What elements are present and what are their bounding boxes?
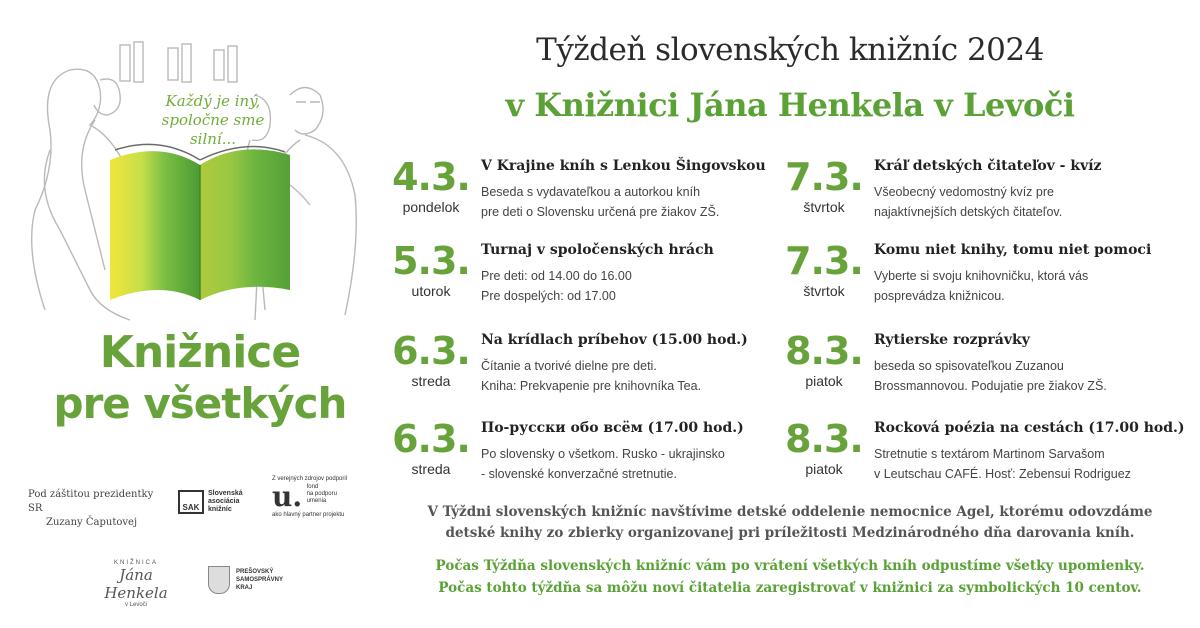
event-description <box>481 182 719 222</box>
event-date <box>784 419 864 477</box>
fpu-text <box>307 484 337 505</box>
info-paragraph <box>400 502 1180 544</box>
event-title: По-русски обо всём (17.00 hod.) <box>481 420 744 436</box>
event-description <box>874 266 1088 306</box>
event-line: pre deti o Slovensku určená pre žiakov ZŠ. <box>481 205 720 219</box>
day-name: štvrtok <box>803 283 845 299</box>
psk-line: SAMOSPRÁVNY <box>236 577 284 583</box>
event-line: Po slovensky o všetkom. Rusko - ukrajinsko <box>481 447 725 461</box>
event-description <box>481 266 632 306</box>
coat-of-arms-icon <box>208 566 230 594</box>
fpu-logo <box>272 476 382 518</box>
event-date <box>391 157 471 215</box>
sak-icon: SAK <box>178 490 204 514</box>
date-number: 6.3. <box>392 329 470 373</box>
date-number: 8.3. <box>785 329 863 373</box>
illustration <box>0 0 400 330</box>
event-line: Vyberte si svoju knihovničku, ktorá vás <box>874 269 1089 283</box>
day-name: utorok <box>411 283 451 299</box>
psk-text <box>236 568 283 592</box>
benefit-line: Počas tohto týždňa sa môžu noví čitatelia zaregistrovať v knižnici za symbolických 10 centov. <box>438 580 1142 596</box>
event-line: Pre deti: od 14.00 do 16.00 <box>481 269 632 283</box>
day-name: štvrtok <box>803 199 845 215</box>
day-name: piatok <box>805 373 843 389</box>
sak-line: Slovenská <box>208 490 243 497</box>
event-line: najaktívnejších detských čitateľov. <box>874 205 1063 219</box>
patronage-text <box>28 488 158 530</box>
event-line: beseda so spisovateľkou Zuzanou <box>874 359 1064 373</box>
page-title: Týždeň slovenských knižníc 2024 <box>536 32 1044 68</box>
event-line: Beseda s vydavateľkou a autorkou kníh <box>481 185 701 199</box>
event-line: posprevádza knižnicou. <box>874 289 1005 303</box>
sak-logo <box>178 490 243 514</box>
slogan-line: silní... <box>189 130 237 148</box>
event-description <box>481 444 725 484</box>
benefits-paragraph <box>400 555 1180 599</box>
info-line: V Týždni slovenských knižníc navštívime detské oddelenie nemocnice Agel, ktorému odovzdáme <box>427 504 1153 520</box>
info-line: detské knihy zo zbierky organizovanej pri príležitosti Medzinárodného dňa darovania kníh. <box>445 525 1135 541</box>
fpu-top-text: Z verejných zdrojov podporil <box>272 476 348 482</box>
day-name: streda <box>411 373 451 389</box>
event-line: Stretnutie s textárom Martinom Sarvašom <box>874 447 1105 461</box>
event-line: v Leutschau CAFÉ. Hosť: Zebensui Rodriguez <box>874 467 1131 481</box>
event-date <box>784 241 864 299</box>
date-number: 7.3. <box>785 239 863 283</box>
poster-title-line2: pre všetkých <box>53 379 347 428</box>
psk-line: KRAJ <box>236 585 253 591</box>
event-line: Brossmannovou. Podujatie pre žiakov ZŠ. <box>874 379 1107 393</box>
sak-line: asociácia <box>208 498 240 505</box>
slogan <box>148 92 278 149</box>
event-title: Na krídlach príbehov (15.00 hod.) <box>481 332 748 348</box>
page-subtitle: v Knižnici Jána Henkela v Levoči <box>505 86 1075 124</box>
library-logo-top: KNIŽNICA <box>113 560 158 566</box>
event-title: Komu niet knihy, tomu niet pomoci <box>874 242 1152 258</box>
event-line: Všeobecný vedomostný kvíz pre <box>874 185 1054 199</box>
event-title: Kráľ detských čitateľov - kvíz <box>874 158 1102 174</box>
sak-line: knižníc <box>208 506 232 513</box>
patron-line: Pod záštitou prezidentky SR <box>28 489 154 514</box>
event-title: Turnaj v spoločenských hrách <box>481 242 714 258</box>
event-description <box>874 444 1131 484</box>
event-title: Rocková poézia na cestách (17.00 hod.) <box>874 420 1185 436</box>
fpu-icon: u. <box>272 480 303 513</box>
date-number: 5.3. <box>392 239 470 283</box>
psk-line: PREŠOVSKÝ <box>236 569 274 575</box>
event-date <box>784 157 864 215</box>
event-description <box>481 356 701 396</box>
event-description <box>874 182 1062 222</box>
event-line: Kniha: Prekvapenie pre knihovníka Tea. <box>481 379 702 393</box>
sak-text <box>208 490 243 514</box>
day-name: piatok <box>805 461 843 477</box>
slogan-line: spoločne sme <box>161 111 265 129</box>
event-description <box>874 356 1107 396</box>
date-number: 4.3. <box>392 155 470 199</box>
date-number: 6.3. <box>392 417 470 461</box>
slogan-line: Každý je iný, <box>165 92 261 110</box>
date-number: 7.3. <box>785 155 863 199</box>
event-date <box>391 419 471 477</box>
library-logo-name: Jána Henkela <box>104 566 168 602</box>
library-logo <box>92 560 180 608</box>
psk-logo <box>208 566 283 594</box>
day-name: streda <box>411 461 451 477</box>
poster-panel <box>0 0 400 628</box>
date-number: 8.3. <box>785 417 863 461</box>
event-line: - slovenské konverzačné stretnutie. <box>481 467 677 481</box>
fpu-bottom-text: ako hlavný partner projektu <box>272 512 345 518</box>
patron-line: Zuzany Čaputovej <box>46 517 138 528</box>
library-logo-bottom: v Levoči <box>124 602 147 608</box>
event-line: Čítanie a tvorivé dielne pre deti. <box>481 359 657 373</box>
fpu-line: na podporu <box>306 491 337 497</box>
event-title: V Krajine kníh s Lenkou Šingovskou <box>481 158 766 174</box>
book-icon <box>110 144 290 300</box>
fpu-line: fond <box>306 484 319 490</box>
event-date <box>784 331 864 389</box>
event-title: Rytierske rozprávky <box>874 332 1030 348</box>
day-name: pondelok <box>402 199 460 215</box>
fpu-line: umenia <box>306 498 327 504</box>
event-date <box>391 331 471 389</box>
poster-title-line1: Knižnice <box>99 327 301 378</box>
event-date <box>391 241 471 299</box>
benefit-line: Počas Týždňa slovenských knižníc vám po vrátení všetkých kníh odpustíme všetky upomienky. <box>435 558 1145 574</box>
event-line: Pre dospelých: od 17.00 <box>481 289 616 303</box>
